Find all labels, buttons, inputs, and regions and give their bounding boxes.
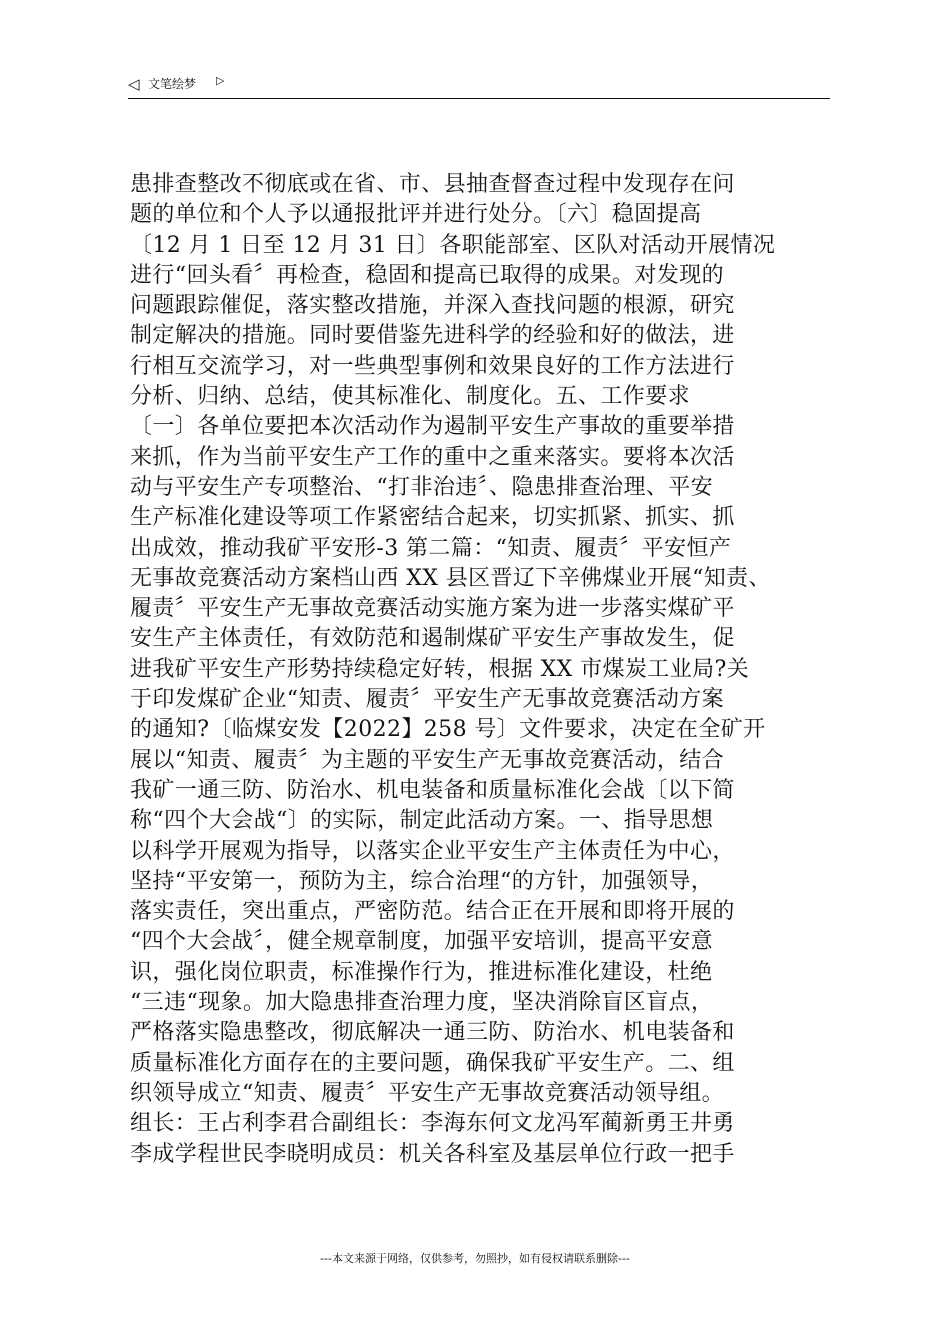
text-line: “三违“现象。加大隐患排查治理力度，坚决消除盲区盲点，	[130, 990, 714, 1016]
text-line: 制定解决的措施。同时要借鉴先进科学的经验和好的做法，进	[130, 323, 735, 349]
text-line: 动与平安生产专项整治、“打非治违〞、隐患排查治理、平安	[130, 474, 714, 500]
text-line: 以科学开展观为指导，以落实企业平安生产主体责任为中心，	[130, 838, 735, 864]
text-line: 题的单位和个人予以通报批评并进行处分。〔六〕稳固提高	[130, 202, 702, 228]
text-line: 识，强化岗位职责，标准操作行为，推进标准化建设，杜绝	[130, 959, 713, 985]
header-title: 文笔绘梦	[148, 77, 197, 91]
text-line: 分析、归纳、总结，使其标准化、制度化。五、工作要求	[130, 384, 691, 410]
text-line: 落实责任，突出重点，严密防范。结合正在开展和即将开展的	[130, 899, 735, 925]
left-triangle-icon: ◁	[128, 75, 140, 93]
text-line: 生产标准化建设等项工作紧密结合起来，切实抓紧、抓实、抓	[130, 505, 735, 531]
text-line: 严格落实隐患整改，彻底解决一通三防、防治水、机电装备和	[130, 1020, 735, 1046]
text-line: 患排查整改不彻底或在省、市、县抽查督查过程中发现存在问	[130, 172, 735, 197]
text-line: 问题跟踪催促，落实整改措施，并深入查找问题的根源，研究	[130, 293, 735, 319]
text-line: 我矿一通三防、防治水、机电装备和质量标准化会战〔以下简	[130, 777, 735, 803]
right-triangle-icon: ▷	[216, 74, 225, 87]
text-line: 来抓，作为当前平安生产工作的重中之重来落实。要将本次活	[130, 444, 735, 470]
text-line: 无事故竞赛活动方案档山西 XX 县区晋辽下辛佛煤业开展“知责、	[130, 565, 771, 591]
text-line: 行相互交流学习，对一些典型事例和效果良好的工作方法进行	[130, 353, 735, 379]
text-line: 的通知?〔临煤安发【2022】258 号〕文件要求，决定在全矿开	[130, 717, 766, 743]
text-line: 组长：王占利李君合副组长：李海东何文龙冯军蔺新勇王井勇	[130, 1111, 735, 1137]
text-line: 织领导成立“知责、履责〞平安生产无事故竞赛活动领导组。	[130, 1080, 725, 1106]
text-line: 展以“知责、履责〞为主题的平安生产无事故竞赛活动，结合	[130, 747, 725, 773]
text-line: 〔12 月 1 日至 12 月 31 日〕各职能部室、区队对活动开展情况	[130, 232, 776, 258]
text-line: 坚持“平安第一，预防为主，综合治理“的方针，加强领导，	[130, 868, 714, 894]
page-header	[128, 74, 830, 99]
text-line: 于印发煤矿企业“知责、履责〞平安生产无事故竞赛活动方案	[130, 687, 725, 713]
text-line: 安生产主体责任，有效防范和遏制煤矿平安生产事故发生，促	[130, 626, 735, 652]
text-line: 进行“回头看〞再检查，稳固和提高已取得的成果。对发现的	[130, 262, 725, 288]
text-line: 进我矿平安生产形势持续稳定好转，根据 XX 市煤炭工业局?关	[130, 656, 750, 682]
document-body	[130, 170, 850, 1170]
text-line: 称“四个大会战“〕的实际，制定此活动方案。一、指导思想	[130, 808, 714, 834]
text-line: 〔一〕各单位要把本次活动作为遏制平安生产事故的重要举措	[130, 414, 735, 440]
text-line: 履责〞平安生产无事故竞赛活动实施方案为进一步落实煤矿平	[130, 596, 735, 622]
text-line: “四个大会战〞，健全规章制度，加强平安培训，提高平安意	[130, 929, 714, 955]
text-line: 质量标准化方面存在的主要问题，确保我矿平安生产。二、组	[130, 1050, 735, 1076]
text-line: 李成学程世民李晓明成员：机关各科室及基层单位行政一把手	[130, 1141, 735, 1167]
text-line: 出成效，推动我矿平安形-3 第二篇：“知责、履责〞平安恒产	[130, 535, 732, 561]
footer-notice: ---本文来源于网络，仅供参考，勿照抄，如有侵权请联系删除---	[320, 1252, 630, 1265]
